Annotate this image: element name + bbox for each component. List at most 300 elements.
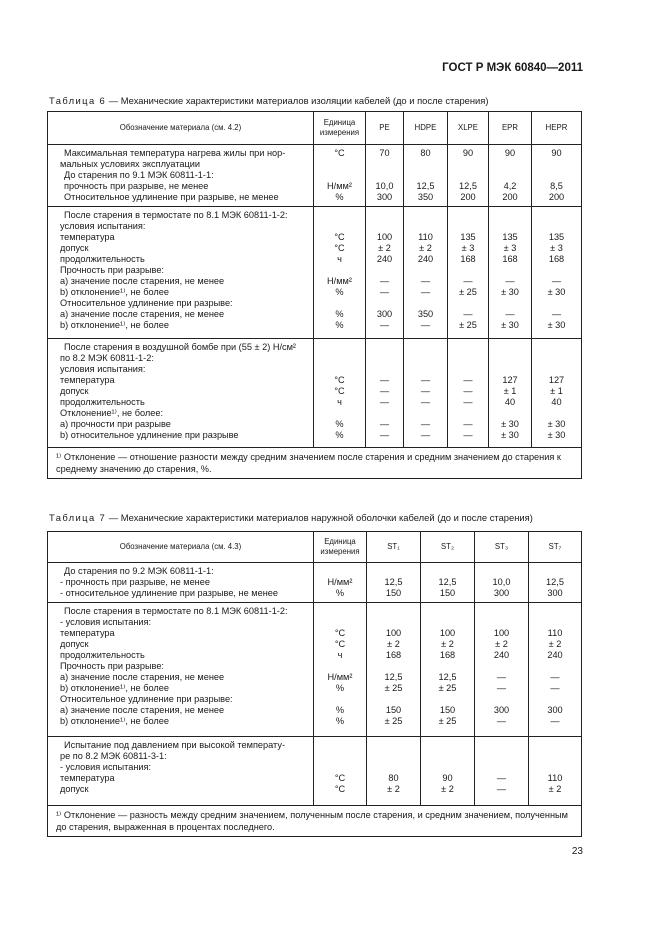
unit-line <box>314 566 366 577</box>
table6-unit-cell <box>313 207 365 338</box>
table7-header-cell: Обозначение материала (см. 4.3) <box>119 542 242 551</box>
value-line: — <box>379 430 390 440</box>
value-line: 127 <box>502 375 518 385</box>
value-line: ± 3 <box>461 243 475 253</box>
value-line <box>529 762 581 773</box>
value-line <box>529 566 581 577</box>
description-line: а) прочности при разрыве <box>60 419 171 429</box>
value-line <box>448 298 488 309</box>
table6-footnote: ¹⁾ Отклонение — отношение разности между средним значением после старения и средним значением до старения к среднему значению до старения, %. <box>56 452 561 474</box>
description-line: Относительное удлинение при разрыве: <box>60 298 233 308</box>
unit-line: Н/мм² <box>327 577 353 587</box>
value-line <box>448 353 488 364</box>
value-line: ± 30 <box>547 430 566 440</box>
unit-line: Н/мм² <box>327 276 352 286</box>
value-line: — <box>463 276 473 286</box>
table7-header-cell: Единица измерения <box>313 532 366 562</box>
table7-description-cell <box>48 603 313 736</box>
table7-description-cell <box>48 737 313 805</box>
description-line: а) значение после старения, не менее <box>60 309 225 319</box>
table6-value-cell <box>447 207 488 338</box>
value-line <box>404 408 447 419</box>
unit-line: °C <box>334 243 345 253</box>
unit-line: °C <box>334 375 345 385</box>
value-line: — <box>420 320 431 330</box>
value-line <box>532 221 581 232</box>
value-line: 12,5 <box>438 672 457 682</box>
description-line: Относительное удлинение при разрыве, не менее <box>64 192 279 202</box>
value-line: 10,0 <box>492 577 511 587</box>
table6-unit-cell <box>313 339 365 447</box>
description-line: мальных условиях эксплуатации <box>60 159 201 169</box>
value-line: 300 <box>376 309 393 319</box>
table7-header-cell: ST₁ <box>366 532 420 562</box>
table7-unit-cell <box>313 737 366 805</box>
description-line: Прочность при разрыве: <box>60 265 164 275</box>
value-line: 135 <box>548 232 565 242</box>
value-line: 80 <box>388 773 399 783</box>
description-line: температура <box>60 232 115 242</box>
value-line: 240 <box>493 650 510 660</box>
table7-value-cell <box>474 563 528 602</box>
table7-value-cell <box>420 737 474 805</box>
value-line: 90 <box>551 148 562 158</box>
table7-value-cell <box>366 737 420 805</box>
value-line <box>367 694 420 705</box>
value-line <box>529 617 581 628</box>
description-line: - прочность при разрыве, не менее <box>60 577 210 587</box>
unit-line: ч <box>337 650 343 660</box>
value-line <box>366 364 403 375</box>
table6-value-cell <box>403 145 447 206</box>
value-line: — <box>379 276 390 286</box>
value-line: ± 3 <box>503 243 517 253</box>
value-line: ± 2 <box>441 784 454 794</box>
unit-line <box>314 170 365 181</box>
value-line: 350 <box>417 192 434 202</box>
value-line <box>404 221 447 232</box>
value-line <box>421 762 474 773</box>
description-line: После старения в воздушной бомбе при (55 ± 2) Н/см² <box>64 342 296 352</box>
value-line <box>404 265 447 276</box>
description-line: условия испытания: <box>60 221 146 231</box>
table7-value-cell <box>366 603 420 736</box>
description-line: а) значение после старения, не менее <box>60 705 225 715</box>
value-line: 40 <box>504 397 516 407</box>
value-line: 127 <box>548 375 565 385</box>
unit-line: % <box>335 419 344 429</box>
value-line: — <box>496 784 507 794</box>
value-line: ± 30 <box>501 419 519 429</box>
value-line <box>448 364 488 375</box>
value-line <box>529 661 581 672</box>
value-line: 135 <box>502 232 518 242</box>
table6-caption-label: Таблица 6 <box>49 95 107 106</box>
value-line: 168 <box>460 254 476 264</box>
value-line <box>367 751 420 762</box>
description-line: После старения в термостате по 8.1 МЭК 60811-1-2: <box>64 210 288 220</box>
unit-line: % <box>335 309 344 319</box>
unit-line <box>314 265 365 276</box>
value-line <box>475 694 528 705</box>
value-line: 168 <box>385 650 402 660</box>
value-line: ± 2 <box>548 639 562 649</box>
table6-section-row <box>48 144 581 206</box>
unit-line: °C <box>334 148 345 158</box>
table7-value-cell <box>528 737 581 805</box>
value-line: ± 1 <box>550 386 563 396</box>
value-line: 200 <box>460 192 476 202</box>
value-line: ± 25 <box>459 320 477 330</box>
value-line <box>475 751 528 762</box>
value-line: — <box>550 672 560 682</box>
value-line: — <box>420 287 431 297</box>
description-line: прочность при разрыве, не менее <box>64 181 209 191</box>
table7-footnote-row <box>48 805 581 836</box>
table6-value-cell <box>447 145 488 206</box>
table7-header-cell: ST₂ <box>420 532 474 562</box>
value-line: 12,5 <box>416 181 435 191</box>
value-line: 240 <box>417 254 434 264</box>
value-line <box>448 342 488 353</box>
description-line: допуск <box>60 243 89 253</box>
value-line: 90 <box>504 148 516 158</box>
table6-unit-cell <box>313 145 365 206</box>
value-line: 150 <box>385 588 402 598</box>
description-line: допуск <box>60 386 89 396</box>
value-line: ± 25 <box>459 287 477 297</box>
description-line: b) отклонение¹⁾, не более <box>60 287 169 297</box>
table6-value-cell <box>447 339 488 447</box>
unit-line <box>314 342 365 353</box>
table6-description-cell <box>48 339 313 447</box>
value-line: — <box>379 397 390 407</box>
value-line <box>366 408 403 419</box>
value-line <box>475 762 528 773</box>
value-line: 110 <box>547 628 563 638</box>
value-line: 12,5 <box>546 577 564 587</box>
value-line: 100 <box>376 232 393 242</box>
table7-unit-cell <box>313 563 366 602</box>
description-line: продолжительность <box>60 397 145 407</box>
value-line: 200 <box>502 192 518 202</box>
table7-section-row <box>48 736 581 805</box>
value-line: 8,5 <box>550 181 563 191</box>
table7-header-cell: ST₃ <box>474 532 528 562</box>
value-line <box>404 353 447 364</box>
value-line: — <box>379 287 390 297</box>
table6-value-cell <box>531 339 581 447</box>
description-line: допуск <box>60 784 89 794</box>
description-line: Испытание под давлением при высокой температу- <box>64 740 286 750</box>
table6-header-cell: Единица измерения <box>313 112 365 144</box>
value-line <box>367 617 420 628</box>
description-line: До старения по 9.1 МЭК 60811-1-1: <box>64 170 214 180</box>
page-number: 23 <box>571 846 583 857</box>
table6-footnote-row <box>48 447 581 478</box>
value-line <box>489 342 531 353</box>
value-line <box>532 210 581 221</box>
table6-header-cell: EPR <box>488 112 531 144</box>
value-line: 12,5 <box>459 181 477 191</box>
table7-value-cell <box>528 563 581 602</box>
value-line <box>489 210 531 221</box>
value-line: — <box>463 375 473 385</box>
table6-description-cell <box>48 145 313 206</box>
unit-line <box>314 364 365 375</box>
table6-value-cell <box>365 339 403 447</box>
value-line <box>367 762 420 773</box>
unit-line: % <box>335 287 344 297</box>
unit-line: % <box>335 683 345 693</box>
table6-value-cell <box>488 207 531 338</box>
value-line: — <box>496 773 507 783</box>
description-line: по 8.2 МЭК 60811-1-2: <box>60 353 154 363</box>
value-line <box>489 221 531 232</box>
unit-line <box>314 617 366 628</box>
value-line <box>489 353 531 364</box>
table6-header-row <box>48 112 581 144</box>
value-line <box>367 566 420 577</box>
description-line: а) значение после старения, не менее <box>60 672 225 682</box>
table7-header-row <box>48 532 581 562</box>
table7-section-row <box>48 602 581 736</box>
unit-line: ч <box>337 397 342 407</box>
value-line: ± 2 <box>387 639 400 649</box>
value-line: 168 <box>502 254 518 264</box>
value-line <box>529 751 581 762</box>
value-line: — <box>463 309 473 319</box>
value-line: 110 <box>547 773 563 783</box>
description-line: До старения по 9.2 МЭК 60811-1-1: <box>64 566 214 576</box>
value-line: — <box>379 419 390 429</box>
value-line: 4,2 <box>503 181 517 191</box>
description-line: После старения в термостате по 8.1 МЭК 60811-1-2: <box>64 606 288 616</box>
unit-line: % <box>335 716 345 726</box>
value-line: 100 <box>439 628 456 638</box>
value-line: — <box>463 430 473 440</box>
unit-line: °C <box>334 639 346 649</box>
table7-unit-cell <box>313 603 366 736</box>
value-line <box>404 170 447 181</box>
table7-value-cell <box>420 563 474 602</box>
value-line <box>448 159 488 170</box>
value-line <box>532 408 581 419</box>
value-line <box>421 566 474 577</box>
description-line: условия испытания: <box>60 364 146 374</box>
unit-line: % <box>335 705 345 715</box>
table7-footnote: ¹⁾ Отклонение — разность между средним значением, полученным после старения, и средним значением, полученным до старения, выраженная в процентах последнего. <box>56 810 568 832</box>
value-line <box>367 661 420 672</box>
table6-value-cell <box>403 339 447 447</box>
value-line: 240 <box>547 650 563 660</box>
unit-line: % <box>335 588 345 598</box>
unit-line <box>314 606 366 617</box>
table7-value-cell <box>366 563 420 602</box>
value-line <box>421 661 474 672</box>
value-line: ± 2 <box>495 639 508 649</box>
value-line <box>489 265 531 276</box>
description-line: а) значение после старения, не менее <box>60 276 225 286</box>
value-line <box>367 606 420 617</box>
value-line: — <box>505 276 515 286</box>
description-line: допуск <box>60 639 89 649</box>
value-line <box>489 408 531 419</box>
value-line: 100 <box>493 628 510 638</box>
unit-line <box>314 408 365 419</box>
unit-line: % <box>335 192 344 202</box>
value-line: 70 <box>379 148 390 158</box>
value-line: 150 <box>439 588 456 598</box>
table6-value-cell <box>531 145 581 206</box>
value-line: — <box>550 716 560 726</box>
value-line: — <box>420 276 431 286</box>
value-line <box>529 694 581 705</box>
value-line <box>404 298 447 309</box>
description-line: температура <box>60 628 115 638</box>
unit-line <box>314 751 366 762</box>
value-line: ± 25 <box>438 716 457 726</box>
value-line <box>489 298 531 309</box>
value-line: — <box>496 672 507 682</box>
value-line: 90 <box>442 773 453 783</box>
table7-value-cell <box>420 603 474 736</box>
value-line <box>448 265 488 276</box>
unit-line: °C <box>334 773 346 783</box>
value-line <box>532 265 581 276</box>
table7-caption-label: Таблица 7 <box>49 512 107 523</box>
value-line <box>366 298 403 309</box>
value-line: 168 <box>439 650 456 660</box>
table6-caption <box>49 95 488 106</box>
value-line: ± 25 <box>438 683 457 693</box>
unit-line <box>314 661 366 672</box>
value-line: ± 25 <box>384 683 403 693</box>
value-line: — <box>496 683 507 693</box>
table6-value-cell <box>488 145 531 206</box>
value-line <box>475 606 528 617</box>
table7-value-cell <box>474 603 528 736</box>
unit-line <box>314 694 366 705</box>
value-line <box>532 353 581 364</box>
unit-line: ч <box>337 254 342 264</box>
value-line: ± 25 <box>384 716 403 726</box>
description-line: температура <box>60 375 115 385</box>
value-line <box>367 740 420 751</box>
value-line: 10,0 <box>375 181 394 191</box>
value-line <box>421 606 474 617</box>
table6-section-row <box>48 206 581 338</box>
unit-line <box>314 762 366 773</box>
table6-header-cell: PE <box>365 112 403 144</box>
value-line <box>448 408 488 419</box>
value-line: 80 <box>420 148 431 158</box>
table7-section-row <box>48 562 581 602</box>
value-line: ± 30 <box>547 419 566 429</box>
value-line <box>366 353 403 364</box>
description-line: - условия испытания: <box>60 762 152 772</box>
table-7 <box>47 531 582 837</box>
value-line <box>366 342 403 353</box>
description-line: температура <box>60 773 115 783</box>
value-line: — <box>551 309 562 319</box>
value-line: ± 3 <box>550 243 563 253</box>
unit-line <box>314 353 365 364</box>
table6-value-cell <box>403 207 447 338</box>
table7-caption-text: — Механические характеристики материалов наружной оболочки кабелей (до и после старения) <box>106 512 533 523</box>
description-line: b) относительное удлинение при разрыве <box>60 430 239 440</box>
value-line: 90 <box>462 148 474 158</box>
value-line: 200 <box>548 192 565 202</box>
table6-header-cell: XLPE <box>447 112 488 144</box>
description-line: b) отклонение¹⁾, не более <box>60 683 169 693</box>
value-line: — <box>420 430 431 440</box>
value-line: 300 <box>547 705 563 715</box>
value-line <box>475 617 528 628</box>
value-line: — <box>379 386 390 396</box>
value-line: 168 <box>548 254 565 264</box>
value-line <box>448 221 488 232</box>
value-line: — <box>496 716 507 726</box>
value-line: ± 30 <box>501 287 519 297</box>
description-line: Максимальная температура нагрева жилы при нор- <box>64 148 286 158</box>
value-line: 12,5 <box>384 577 403 587</box>
description-line: продолжительность <box>60 650 145 660</box>
value-line <box>529 740 581 751</box>
table7-header-cell: ST₇ <box>528 532 581 562</box>
value-line: 150 <box>385 705 402 715</box>
value-line: — <box>420 397 431 407</box>
value-line: — <box>550 683 560 693</box>
value-line: 40 <box>551 397 562 407</box>
table6-header-cell: Обозначение материала (см. 4.2) <box>119 123 242 132</box>
value-line <box>475 740 528 751</box>
value-line: — <box>463 419 473 429</box>
value-line <box>475 566 528 577</box>
value-line: ± 2 <box>378 243 391 253</box>
table6-header-cell: HDPE <box>403 112 447 144</box>
value-line <box>448 210 488 221</box>
value-line <box>475 661 528 672</box>
value-line <box>532 298 581 309</box>
table7-caption <box>49 512 533 523</box>
value-line: ± 1 <box>503 386 517 396</box>
unit-line: % <box>335 430 344 440</box>
unit-line: °C <box>334 232 345 242</box>
value-line: ± 2 <box>387 784 400 794</box>
value-line: — <box>505 309 515 319</box>
table6-header-cell: HEPR <box>531 112 581 144</box>
value-line <box>404 159 447 170</box>
value-line <box>489 170 531 181</box>
unit-line: °C <box>334 386 345 396</box>
table-6 <box>47 111 582 479</box>
table7-description-cell <box>48 563 313 602</box>
value-line: ± 30 <box>547 287 566 297</box>
value-line: 110 <box>418 232 433 242</box>
value-line <box>404 342 447 353</box>
value-line: 12,5 <box>384 672 403 682</box>
unit-line <box>314 740 366 751</box>
description-line: Относительное удлинение при разрыве: <box>60 694 233 704</box>
value-line: — <box>420 386 431 396</box>
unit-line: Н/мм² <box>327 181 352 191</box>
unit-line <box>314 159 365 170</box>
table6-caption-text: — Механические характеристики материалов изоляции кабелей (до и после старения) <box>106 95 489 106</box>
description-line: - условия испытания: <box>60 617 152 627</box>
value-line <box>366 265 403 276</box>
value-line: ± 2 <box>548 784 562 794</box>
